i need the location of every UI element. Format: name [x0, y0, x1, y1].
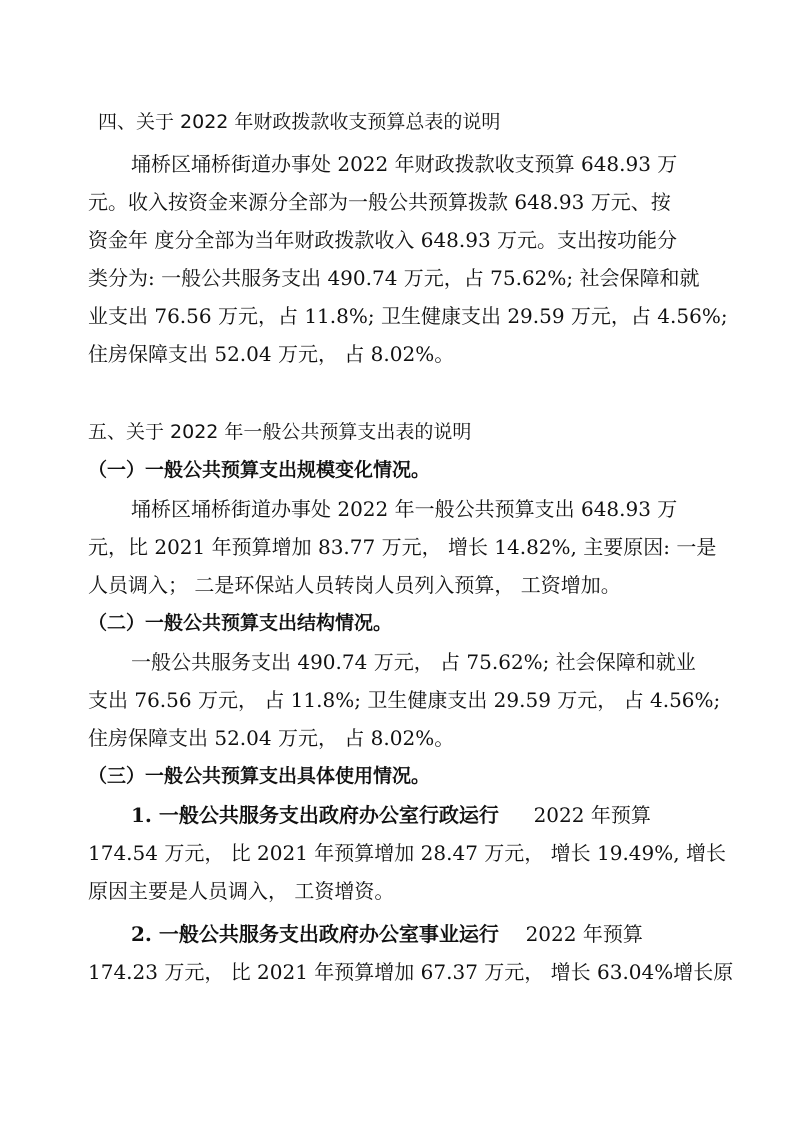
item-2-line-1 — [131, 922, 793, 946]
subsection-1-line-3: 人员调入； 二是环保站人员转岗人员列入预算， 工资增加。 — [88, 573, 621, 597]
item-1-line-3: 原因主要是人员调入， 工资增资。 — [88, 879, 395, 903]
subsection-1-line-1: 埇桥区埇桥街道办事处 2022 年一般公共预算支出 648.93 万 — [131, 497, 678, 521]
section-4-line-2: 元。收入按资金来源分全部为一般公共预算拨款 648.93 万元、按 — [88, 190, 671, 214]
section-5-heading: 五、关于 2022 年一般公共预算支出表的说明 — [88, 421, 472, 443]
section-4-line-3: 资金年 度分全部为当年财政拨款收入 648.93 万元。支出按功能分 — [88, 228, 678, 252]
subsection-2-heading: （二）一般公共预算支出结构情况。 — [88, 612, 393, 634]
subsection-2-line-2: 支出 76.56 万元， 占 11.8%; 卫生健康支出 29.59 万元， 占 4.56%; — [88, 688, 721, 712]
item-1-line-2: 174.54 万元， 比 2021 年预算增加 28.47 万元， 增长 19.49%, 增长 — [88, 841, 726, 865]
subsection-2-line-1: 一般公共服务支出 490.74 万元， 占 75.62%; 社会保障和就业 — [131, 650, 696, 674]
item-2-line-2: 174.23 万元， 比 2021 年预算增加 67.37 万元， 增长 63.04%增长原 — [88, 960, 734, 984]
item-1-line-1 — [131, 803, 793, 827]
subsection-2-line-3: 住房保障支出 52.04 万元， 占 8.02%。 — [88, 726, 455, 750]
section-4-line-4: 类分为: 一般公共服务支出 490.74 万元，占 75.62%; 社会保障和就 — [88, 266, 700, 290]
section-4-line-6: 住房保障支出 52.04 万元， 占 8.02%。 — [88, 342, 455, 366]
subsection-1-line-2: 元，比 2021 年预算增加 83.77 万元， 增长 14.82%, 主要原因: 一是 — [88, 535, 717, 559]
item-1-tail: 2022 年预算 — [533, 803, 651, 827]
section-4-heading: 四、关于 2022 年财政拨款收支预算总表的说明 — [98, 111, 501, 133]
section-4-line-5: 业支出 76.56 万元，占 11.8%; 卫生健康支出 29.59 万元，占 4.56%; — [88, 304, 728, 328]
subsection-3-heading: （三）一般公共预算支出具体使用情况。 — [88, 765, 431, 787]
section-4-line-1: 埇桥区埇桥街道办事处 2022 年财政拨款收支预算 648.93 万 — [131, 152, 678, 176]
item-1-heading: 1. 一般公共服务支出政府办公室行政运行 — [131, 803, 499, 827]
subsection-1-heading: （一）一般公共预算支出规模变化情况。 — [88, 459, 431, 481]
item-2-tail: 2022 年预算 — [525, 922, 643, 946]
item-2-heading: 2. 一般公共服务支出政府办公室事业运行 — [131, 922, 499, 946]
